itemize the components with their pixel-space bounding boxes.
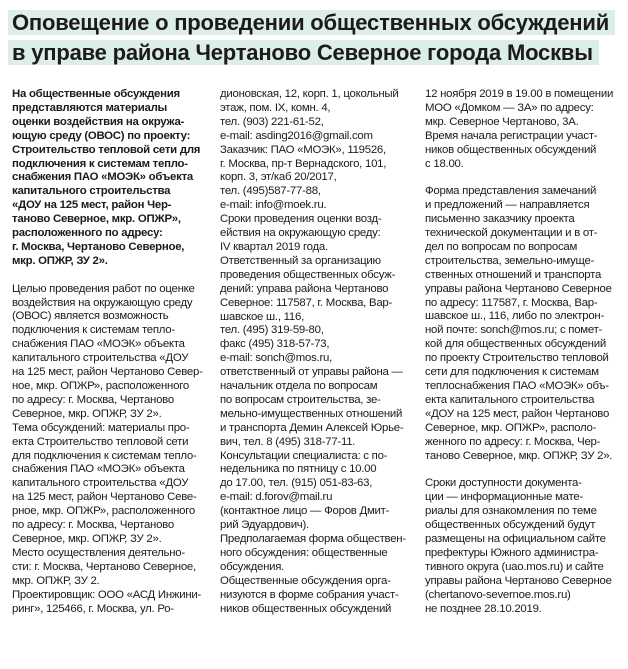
- text-line: 12 ноября 2019 в 19.00 в помещении: [425, 88, 614, 100]
- text-line: Ответственный за организацию: [220, 254, 381, 267]
- text-line: e-mail: d.forov@mail.ru: [220, 491, 333, 504]
- text-line: обсуждения.: [220, 560, 285, 573]
- article-column-3: [425, 88, 621, 616]
- text-line: таново Северное, мкр. ОПЖР, ЗУ 2».: [425, 449, 613, 462]
- text-line: ной почте: sonch@mos.ru; c помет-: [425, 324, 603, 337]
- text-line: для подключения к системам тепло-: [12, 449, 197, 462]
- text-line: по адресу: 117587, г. Москва, Вар-: [425, 296, 598, 309]
- text-line: тел. (495)587-77-88,: [220, 185, 321, 198]
- text-line: до 17.00, тел. (915) 051-83-63,: [220, 477, 373, 490]
- text-line: корп. 3, эт/каб 20/2017,: [220, 171, 337, 184]
- text-line: управы района Чертаново Северное: [425, 282, 612, 295]
- text-line: (контактное лицо — Форов Дмит-: [220, 505, 390, 518]
- text-line: ное, мкр. ОПЖР», расположенного: [12, 380, 189, 393]
- text-line: начальник отдела по вопросам: [220, 380, 378, 393]
- text-line: кой для общественных обсуждений: [425, 338, 606, 351]
- text-line: Северное, мкр. ОПЖР», располо-: [425, 421, 597, 434]
- text-line: Предполагаемая форма обществен-: [220, 533, 406, 545]
- text-line: сети для подключения к системам: [425, 366, 599, 379]
- text-line: Общественные обсуждения орга-: [220, 574, 391, 587]
- text-line: на 125 мест, район Чертаново Север-: [12, 366, 203, 379]
- text-line: шавское ш., 116, либо по электрон-: [425, 310, 604, 323]
- text-line: вич, тел. 8 (495) 318-77-11.: [220, 435, 356, 448]
- text-line: оценки воздействия на окружа-: [12, 115, 185, 128]
- text-line: ников общественных обсуждений: [425, 143, 597, 156]
- text-line: мкр. ОПЖР, ЗУ 2.: [12, 574, 100, 587]
- text-line: екта капитального строительства: [425, 393, 595, 406]
- text-line: факс (495) 318-57-73,: [220, 338, 330, 351]
- text-line: МОО «Домком — ЗА» по адресу:: [425, 101, 594, 114]
- text-line: общественных обсуждений будут: [425, 519, 596, 532]
- title-line-2: [8, 38, 620, 68]
- text-line: размещены на официальном сайте: [425, 532, 606, 545]
- text-line: мкр. ОПЖР, ЗУ 2».: [12, 254, 108, 267]
- text-line: «ДОУ на 125 мест, район Чертаново: [425, 407, 610, 420]
- text-line: e-mail: asding2016@gmail.com: [220, 129, 373, 142]
- paragraph: [425, 88, 621, 171]
- text-line: мкр. Северное Чертаново, 3А.: [425, 115, 579, 128]
- text-line: тивного округа (uao.mos.ru) и сайте: [425, 560, 604, 573]
- text-line: ников общественных обсуждений: [220, 602, 392, 615]
- text-line: Северное, мкр. ОПЖР, ЗУ 2».: [12, 532, 162, 545]
- text-line: снабжения ПАО «МОЭК» объекта: [12, 171, 194, 184]
- text-line: и транспорта Демин Алексей Юрье-: [220, 421, 404, 434]
- text-line: капитального строительства «ДОУ: [12, 352, 189, 365]
- article-column-2: [220, 88, 416, 616]
- text-line: рий Эдуардович).: [220, 519, 309, 532]
- paragraph: [425, 185, 621, 463]
- text-line: расположенного по адресу:: [12, 227, 163, 240]
- text-line: риалы для ознакомления по теме: [425, 505, 597, 518]
- text-line: рное, мкр. ОПЖР», расположенного: [12, 505, 195, 518]
- text-line: Сроки доступности документа-: [425, 477, 582, 490]
- text-line: Место осуществления деятельно-: [12, 546, 185, 559]
- text-line: низуются в форме собрания участ-: [220, 588, 399, 601]
- paragraph: [12, 283, 208, 617]
- text-line: e-mail: sonch@mos.ru,: [220, 352, 333, 365]
- text-line: шавское ш., 116,: [220, 310, 304, 323]
- text-line: воздействия на окружающую среду: [12, 296, 193, 309]
- text-line: Северное, мкр. ОПЖР, ЗУ 2».: [12, 407, 162, 420]
- text-line: Форма представления замечаний: [425, 185, 597, 198]
- text-line: снабжения ПАО «МОЭК» объекта: [12, 463, 185, 476]
- text-line: представляются материалы: [12, 101, 168, 114]
- title-line-1-text: Оповещение о проведении общественных обсуждений: [8, 10, 615, 35]
- text-line: капитального строительства «ДОУ: [12, 477, 189, 490]
- text-line: Заказчик: ПАО «МОЭК», 119526,: [220, 143, 386, 156]
- text-line: Северное: 117587, г. Москва, Вар-: [220, 296, 393, 309]
- text-line: мельно-имущественных отношений: [220, 407, 403, 420]
- text-line: Сроки проведения оценки возд-: [220, 213, 382, 226]
- text-line: г. Москва, Чертаново Северное,: [12, 240, 185, 253]
- text-line: по адресу: г. Москва, Чертаново: [12, 393, 174, 406]
- paragraph-gap: [425, 463, 621, 477]
- text-line: тел. (903) 221-61-52,: [220, 115, 324, 128]
- text-line: не позднее 28.10.2019.: [425, 602, 542, 615]
- text-line: на 125 мест, район Чертаново Севе-: [12, 491, 197, 504]
- text-line: проведения общественных обсуж-: [220, 268, 396, 281]
- text-line: ринг», 125466, г. Москва, ул. Ро-: [12, 602, 174, 615]
- title-line-2-text: в управе района Чертаново Северное города Москвы: [8, 40, 599, 65]
- text-line: дел по вопросам по вопросам: [425, 240, 578, 253]
- text-line: капитального строительства: [12, 185, 171, 198]
- text-line: ействия на окружающую среду:: [220, 227, 381, 240]
- text-line: ственных отношений и транспорта: [425, 268, 602, 281]
- text-line: таново Северное, мкр. ОПЖР»,: [12, 213, 181, 226]
- paragraph: [12, 88, 208, 269]
- text-line: по вопросам строительства, зе-: [220, 393, 381, 406]
- text-line: Целью проведения работ по оценке: [12, 282, 195, 295]
- text-line: г. Москва, пр-т Вернадского, 101,: [220, 157, 387, 170]
- text-line: Тема обсуждений: материалы про-: [12, 421, 190, 434]
- paragraph: [220, 88, 416, 616]
- text-line: с 18.00.: [425, 157, 464, 170]
- text-line: и предложений — направляется: [425, 199, 590, 212]
- text-line: На общественные обсуждения: [12, 88, 180, 100]
- article-column-1: [12, 88, 208, 616]
- text-line: Проектировщик: ООО «АСД Инжини-: [12, 588, 202, 601]
- text-line: Консультации специалиста: с по-: [220, 449, 388, 462]
- text-line: ции — информационные мате-: [425, 491, 583, 504]
- text-line: теплоснабжения ПАО «МОЭК» объ-: [425, 380, 609, 393]
- text-line: Время начала регистрации участ-: [425, 129, 598, 142]
- text-line: Строительство тепловой сети для: [12, 143, 201, 156]
- text-line: тел. (495) 319-59-80,: [220, 324, 324, 337]
- text-line: екта Строительство тепловой сети: [12, 435, 189, 448]
- text-line: e-mail: info@moek.ru.: [220, 199, 327, 212]
- title-line-1: [8, 8, 620, 38]
- text-line: дионовская, 12, корп. 1, цокольный: [220, 88, 399, 100]
- paragraph-gap: [12, 269, 208, 283]
- text-line: IV квартал 2019 года.: [220, 240, 328, 253]
- text-line: ющую среду (ОВОС) по проекту:: [12, 129, 191, 142]
- text-line: ного обсуждения: общественные: [220, 546, 388, 559]
- text-line: ответственный от управы района —: [220, 366, 403, 379]
- paragraph-gap: [425, 171, 621, 185]
- text-line: недельника по пятницу с 10.00: [220, 463, 377, 476]
- text-line: снабжения ПАО «МОЭК» объекта: [12, 338, 185, 351]
- text-line: подключения к системам тепло-: [12, 324, 175, 337]
- text-line: женного по адресу: г. Москва, Чер-: [425, 435, 601, 448]
- text-line: «ДОУ на 125 мест, район Чер-: [12, 199, 172, 212]
- text-line: подключения к системам тепло-: [12, 157, 188, 170]
- article-title: [8, 8, 620, 68]
- text-line: (ОВОС) является возможность: [12, 310, 169, 323]
- text-line: дений: управа района Чертаново: [220, 282, 389, 295]
- text-line: технической документации и в от-: [425, 227, 598, 240]
- text-line: по проекту Строительство тепловой: [425, 352, 609, 365]
- text-line: письменно заказчику проекта: [425, 213, 575, 226]
- text-line: по адресу: г. Москва, Чертаново: [12, 519, 174, 532]
- text-line: (chertanovo-severnoe.mos.ru): [425, 588, 571, 601]
- text-line: этаж, пом. IX, комн. 4,: [220, 101, 331, 114]
- text-line: управы района Чертаново Северное: [425, 574, 612, 587]
- text-line: строительства, земельно-имуще-: [425, 254, 595, 267]
- text-line: префектуры Южного администра-: [425, 546, 599, 559]
- text-line: сти: г. Москва, Чертаново Северное,: [12, 560, 196, 573]
- paragraph: [425, 477, 621, 616]
